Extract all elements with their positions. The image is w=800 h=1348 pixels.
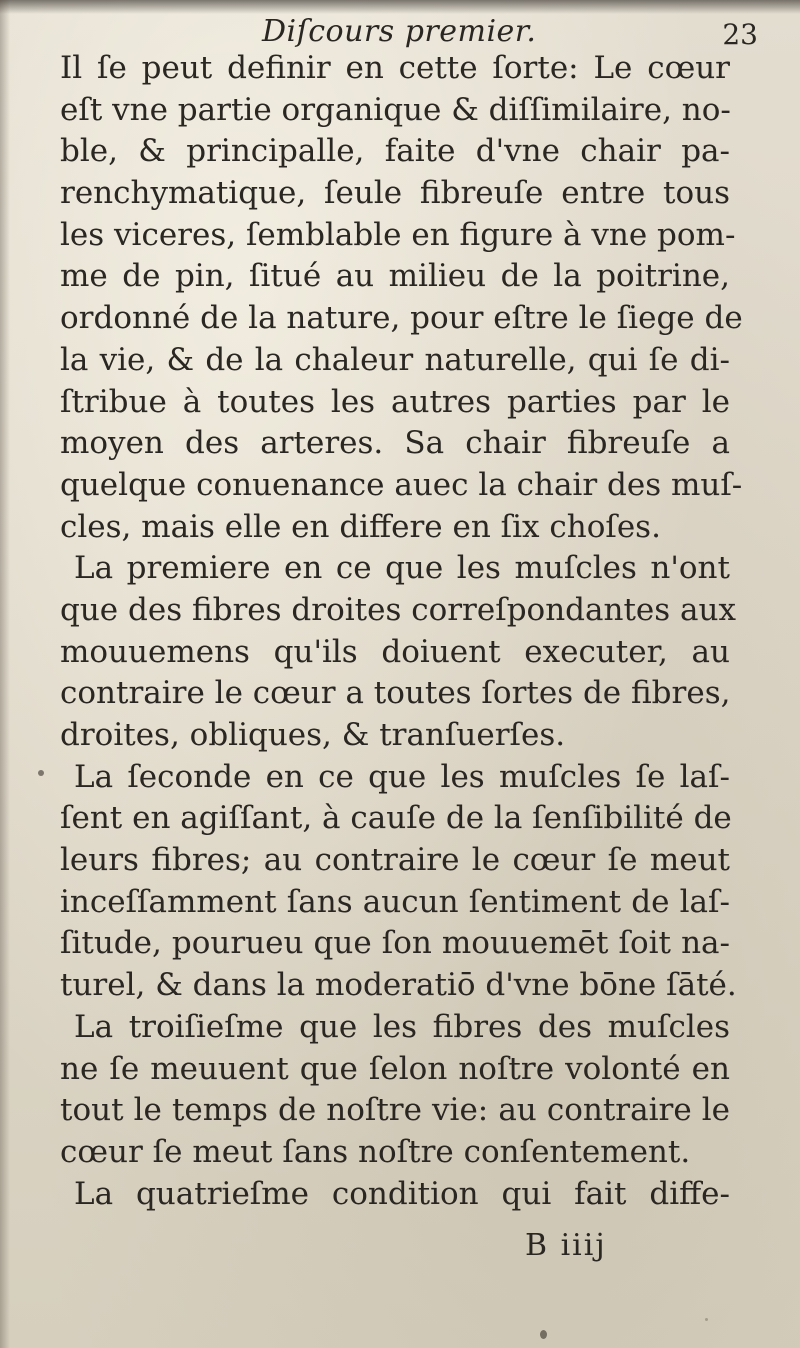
ink-speck — [540, 1330, 547, 1339]
text-line: mouuemens qu'ils doiuent executer, au — [60, 633, 730, 670]
text-line: La premiere en ce que les muſcles n'ont — [74, 550, 730, 587]
text-line: inceſſamment ſans aucun ſentiment de laſ- — [60, 883, 730, 920]
text-line: me de pin, ſitué au milieu de la poitrine, — [60, 258, 730, 295]
text-line: droites, obliques, & tranſuerſes. — [60, 717, 566, 753]
text-line: ſtribue à toutes les autres parties par le — [60, 383, 730, 420]
body-text — [60, 48, 743, 1215]
text-line: cles, mais elle en differe en ſix choſes. — [60, 508, 661, 545]
text-line: moyen des arteres. Sa chair fibreuſe a — [60, 425, 730, 462]
text-line: la vie, & de la chaleur naturelle, qui ſe di- — [60, 341, 730, 378]
text-line: ble, & principalle, faite d'vne chair pa- — [60, 133, 730, 170]
text-line: leurs fibres; au contraire le cœur ſe meut — [60, 842, 730, 879]
text-line: Il ſe peut definir en cette ſorte: Le cœur — [60, 50, 730, 86]
running-head-title: Diſcours premier. — [262, 14, 537, 49]
text-line: ordonné de la nature, pour eſtre le ſiege de — [60, 300, 743, 337]
text-line: La troiſieſme que les fibres des muſcles — [74, 1008, 730, 1045]
text-line: tout le temps de noſtre vie: au contraire le — [60, 1092, 730, 1129]
text-line: quelque conuenance auec la chair des muſ- — [60, 466, 743, 503]
text-line: cœur ſe meut ſans noſtre conſentement. — [60, 1133, 691, 1170]
ink-speck — [705, 1318, 708, 1321]
running-head — [0, 10, 800, 50]
ink-speck — [38, 770, 44, 776]
text-line: turel, & dans la moderatiō d'vne bōne ſāté. — [60, 967, 737, 1004]
text-line: La ſeconde en ce que les muſcles ſe laſ- — [74, 758, 730, 795]
text-line: ne ſe meuuent que ſelon noſtre volonté en — [60, 1050, 730, 1087]
text-line: renchymatique, ſeule fibreuſe entre tous — [60, 175, 730, 212]
text-line: contraire le cœur a toutes ſortes de fibres, — [60, 675, 731, 712]
text-line: La quatrieſme condition qui fait diffe- — [74, 1175, 730, 1212]
text-line: les viceres, ſemblable en figure à vne pom- — [60, 216, 736, 253]
text-line: eſt vne partie organique & diſſimilaire, no- — [60, 91, 731, 128]
text-line: ſitude, pourueu que ſon mouuemēt ſoit na- — [60, 925, 730, 962]
text-line: que des fibres droites correſpondantes aux — [60, 591, 736, 628]
signature-mark: B iiij — [525, 1228, 607, 1263]
text-line: ſent en agiſſant, à cauſe de la ſenſibilité de — [60, 800, 732, 837]
page-number: 23 — [722, 18, 758, 51]
